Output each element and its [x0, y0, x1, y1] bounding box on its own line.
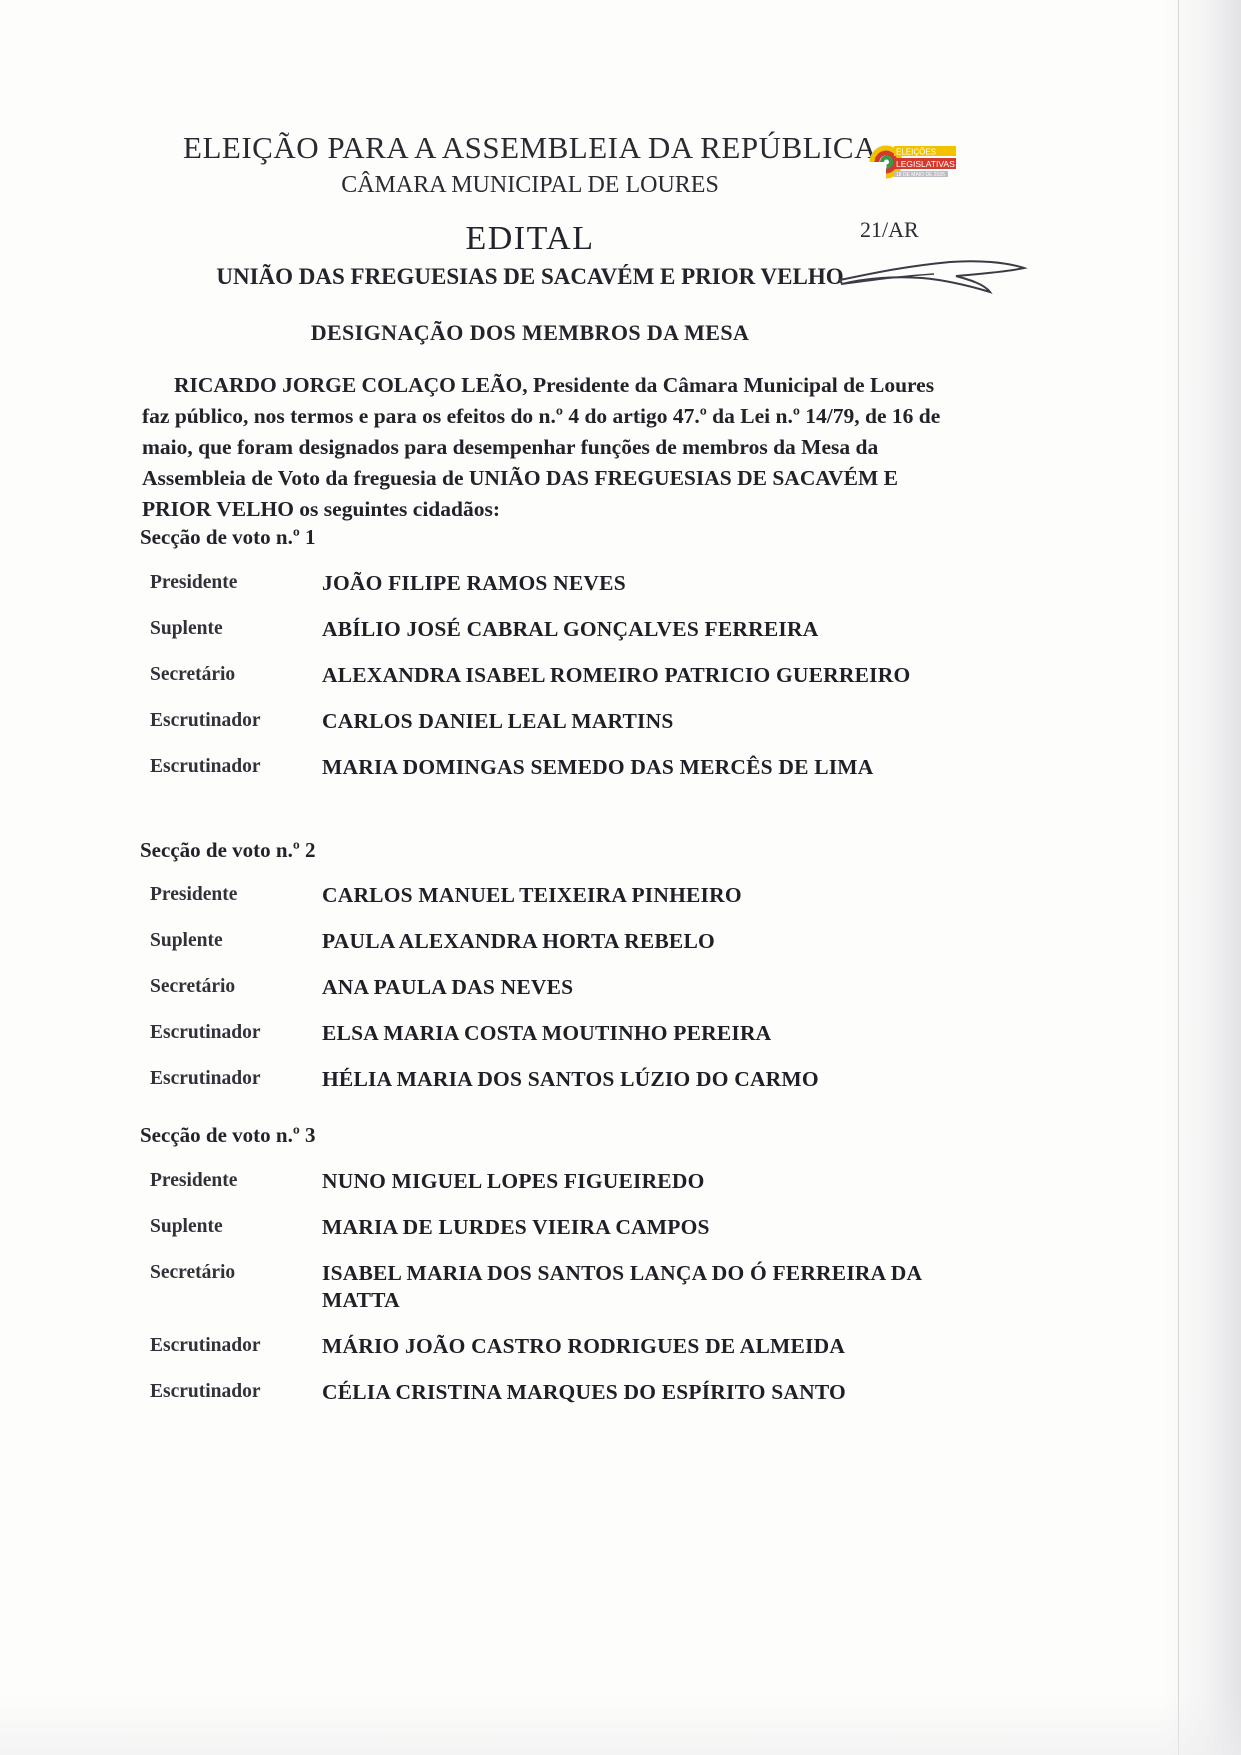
member-row [150, 662, 980, 689]
member-role: Escrutinador [150, 1335, 261, 1356]
member-role: Suplente [150, 1216, 223, 1237]
body-paragraph: RICARDO JORGE COLAÇO LEÃO, Presidente da Câmara Municipal de Loures faz público, nos termos e para os efeitos do n.º 4 do artigo 47.º da Lei n.º 14/79, de 16 de maio, que foram designados para desempenhar funções de membros da Mesa da Assembleia de Voto da freguesia de UNIÃO DAS FREGUESIAS DE SACAVÉM E PRIOR VELHO os seguintes cidadãos: [142, 373, 941, 521]
svg-text:18 DE MAIO DE 2025: 18 DE MAIO DE 2025 [896, 172, 945, 178]
member-row [150, 1020, 980, 1047]
members-list-3 [150, 1168, 980, 1425]
member-row [150, 1260, 980, 1314]
freguesia-header: UNIÃO DAS FREGUESIAS DE SACAVÉM E PRIOR VELHO [216, 264, 844, 289]
member-name: ELSA MARIA COSTA MOUTINHO PEREIRA [322, 1021, 772, 1045]
scan-bottom-shadow [0, 1695, 1241, 1755]
member-name: ANA PAULA DAS NEVES [322, 975, 574, 999]
member-role: Escrutinador [150, 710, 261, 731]
member-name: CARLOS MANUEL TEIXEIRA PINHEIRO [322, 883, 742, 907]
members-list-2 [150, 882, 980, 1112]
member-name: CARLOS DANIEL LEAL MARTINS [322, 709, 674, 733]
section-title-1: Secção de voto n.º 1 [140, 525, 316, 549]
member-role: Suplente [150, 930, 223, 951]
scan-edge-shadow [1163, 0, 1241, 1755]
member-role: Presidente [150, 1170, 238, 1191]
member-role: Presidente [150, 884, 238, 905]
member-row [150, 616, 980, 643]
svg-text:LEGISLATIVAS: LEGISLATIVAS [896, 159, 955, 169]
member-row [150, 1066, 980, 1093]
member-row [150, 974, 980, 1001]
member-role: Secretário [150, 1262, 236, 1283]
member-role: Escrutinador [150, 1022, 261, 1043]
signature-flourish [838, 250, 1028, 306]
municipality-subtitle: CÂMARA MUNICIPAL DE LOURES [341, 172, 719, 198]
member-name: HÉLIA MARIA DOS SANTOS LÚZIO DO CARMO [322, 1067, 819, 1091]
svg-text:ELEIÇÕES: ELEIÇÕES [896, 147, 937, 157]
members-list-1 [150, 570, 980, 800]
member-name: MARIA DE LURDES VIEIRA CAMPOS [322, 1215, 710, 1239]
member-name: ISABEL MARIA DOS SANTOS LANÇA DO Ó FERREIRA DA MATTA [322, 1261, 921, 1312]
section-title-3: Secção de voto n.º 3 [140, 1123, 316, 1147]
member-row [150, 708, 980, 735]
scan-fold-line [1178, 0, 1179, 1755]
eleicoes-legislativas-logo-icon [868, 138, 960, 186]
member-row [150, 1379, 980, 1406]
member-row [150, 1214, 980, 1241]
member-name: PAULA ALEXANDRA HORTA REBELO [322, 929, 715, 953]
member-name: ABÍLIO JOSÉ CABRAL GONÇALVES FERREIRA [322, 617, 819, 641]
page-title: ELEIÇÃO PARA A ASSEMBLEIA DA REPÚBLICA [183, 130, 877, 165]
edital-label: EDITAL [465, 220, 595, 257]
member-name: JOÃO FILIPE RAMOS NEVES [322, 571, 626, 595]
member-role: Secretário [150, 664, 236, 685]
designation-heading: DESIGNAÇÃO DOS MEMBROS DA MESA [310, 320, 750, 345]
member-name: ALEXANDRA ISABEL ROMEIRO PATRICIO GUERREIRO [322, 663, 911, 687]
member-row [150, 1168, 980, 1195]
member-row [150, 570, 980, 597]
member-name: NUNO MIGUEL LOPES FIGUEIREDO [322, 1169, 705, 1193]
member-name: MARIA DOMINGAS SEMEDO DAS MERCÊS DE LIMA [322, 755, 874, 779]
member-role: Escrutinador [150, 756, 261, 777]
member-row [150, 1333, 980, 1360]
section-title-2: Secção de voto n.º 2 [140, 838, 316, 862]
member-role: Escrutinador [150, 1068, 261, 1089]
member-role: Escrutinador [150, 1381, 261, 1402]
member-row [150, 882, 980, 909]
document-code: 21/AR [860, 217, 919, 242]
member-name: MÁRIO JOÃO CASTRO RODRIGUES DE ALMEIDA [322, 1334, 846, 1358]
member-role: Secretário [150, 976, 236, 997]
member-name: CÉLIA CRISTINA MARQUES DO ESPÍRITO SANTO [322, 1380, 846, 1404]
member-role: Presidente [150, 572, 238, 593]
member-row [150, 754, 980, 781]
member-role: Suplente [150, 618, 223, 639]
member-row [150, 928, 980, 955]
